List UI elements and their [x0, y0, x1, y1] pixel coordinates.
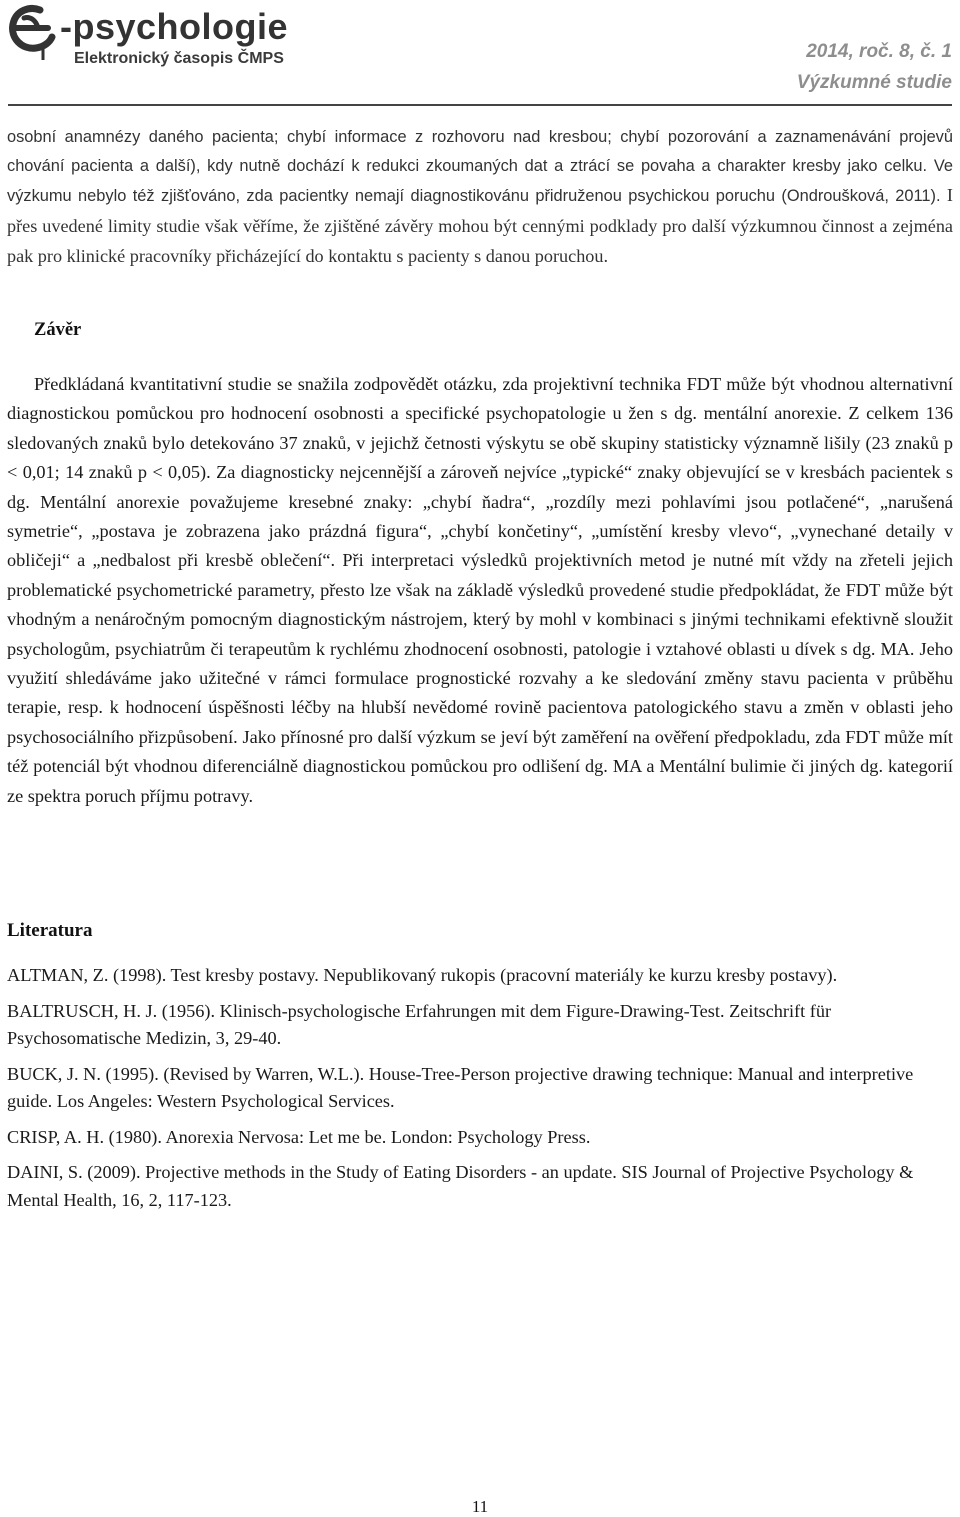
- reference-item: DAINI, S. (2009). Projective methods in the Study of Eating Disorders - an update. SIS Journal of Projective Psychology & Mental Health, 16, 2, 117-123.: [7, 1162, 914, 1210]
- issue-number: 2014, roč. 8, č. 1: [806, 41, 952, 62]
- logo-wordmark: -psychologie: [60, 6, 289, 47]
- reference-item: BALTRUSCH, H. J. (1956). Klinisch-psychologische Erfahrungen mit dem Figure-Drawing-Test. Zeitschrift für Psychosomatische Medizin, 3, 29-40.: [7, 1000, 832, 1049]
- conclusion-paragraph: Předkládaná kvantitativní studie se snažila zodpovědět otázku, zda projektivní technika FDT může být vhodnou alternativní diagnostickou pomůckou pro hodnocení osobnosti a specifické psychopatologie u žen s dg. mentální anorexie. Z celkem 136 sledovaných znaků bylo detekováno 37 znaků, v jejichž četnosti výskytu se obě skupiny statisticky významně lišily (23 znaků p < 0,01; 14 znaků p < 0,05). Za diagnosticky nejcennější a zároveň nejvíce „typické“ znaky objevující se v kresbách pacientek s dg. Mentální anorexie považujeme kresebné znaky: „chybí ňadra“, „rozdíly mezi pohlavími jsou potlačené“, „narušená symetrie“, „postava je zobrazena jako prázdná figura“, „chybí končetiny“, „umístění kresby vlevo“, „vynechané detaily v obličeji“ a „nedbalost při kresbě oblečení“. Při interpretaci výsledků projektivních metod je nutné mít vždy na zřeteli jejich problematické psychometrické parametry, přesto lze však na základě výsledků provedené studie předpokládat, že FDT může být vhodným a nenáročným pomocným diagnostickým nástrojem, který by mohl v kombinaci s jinými technikami efektivně sloužit psychologům, psychiatrům či terapeutům k rychlému zhodnocení osobnosti, patologie i vztahové oblasti u dívek s dg. MA. Jeho využití shledáváme jako užitečné v rámci formulace prognostické rozvahy a ke sledování změny stavu pacienta v průběhu terapie, resp. k hodnocení úspěšnosti léčby na hlubší nevědomé rovině pacientova patologického stavu a změn v oblasti jeho psychosociálního přizpůsobení. Jako přínosné pro další výzkum se jeví být zaměření na ověření předpokladu, zda FDT může mít též potenciál být vhodnou diferenciálně diagnostickou pomůckou pro odlišení dg. MA a Mentální bulimie či jiných dg. kategorií ze spektra poruch příjmu potravy.: [7, 374, 953, 806]
- e-psychologie-logo-icon: [8, 4, 60, 60]
- issue-info: [797, 36, 952, 98]
- literature-heading: Literatura: [7, 920, 93, 942]
- header-divider: [8, 104, 952, 106]
- paragraph-text-serif: I přes uvedené limity studie však věříme, že zjištěné závěry mohou být cennými podklady pro další výzkumnou činnost a zejména pak pro klinické pracovníky přicházející do kontaktu s pacienty s danou poruchou.: [7, 185, 953, 266]
- section-name: Výzkumné studie: [796, 72, 952, 93]
- page-header: [0, 0, 960, 110]
- reference-list: [7, 962, 953, 1214]
- journal-logo: [8, 4, 368, 74]
- paragraph-text-sans-2: Ve výzkumu nebylo též zjišťováno, zda pacientky nemají diagnostikovánu přidruženou psychickou poruchu (Ondroušková, 2011).: [7, 157, 953, 206]
- paragraph-text-sans: osobní anamnézy daného pacienta; chybí informace z rozhovoru nad kresbou; chybí pozorování a zaznamenávání projevů chování pacienta a další), kdy nutně dochází k redukci zkoumaných dat a ztrácí se povaha a charakter kresby jako celku.: [7, 128, 953, 176]
- conclusion-heading: Závěr: [34, 320, 82, 341]
- page-number: 11: [471, 1497, 489, 1516]
- reference-item: BUCK, J. N. (1995). (Revised by Warren, W.L.). House-Tree-Person projective drawing technique: Manual and interpretive guide. Los Angeles: Western Psychological Services.: [7, 1063, 914, 1112]
- article-content: [7, 123, 953, 1222]
- logo-subtitle: Elektronický časopis ČMPS: [74, 50, 284, 67]
- reference-item: ALTMAN, Z. (1998). Test kresby postavy. Nepublikovaný rukopis (pracovní materiály ke kurzu kresby postavy).: [7, 965, 838, 986]
- limitations-paragraph: [7, 123, 953, 272]
- reference-item: CRISP, A. H. (1980). Anorexia Nervosa: Let me be. London: Psychology Press.: [7, 1126, 591, 1147]
